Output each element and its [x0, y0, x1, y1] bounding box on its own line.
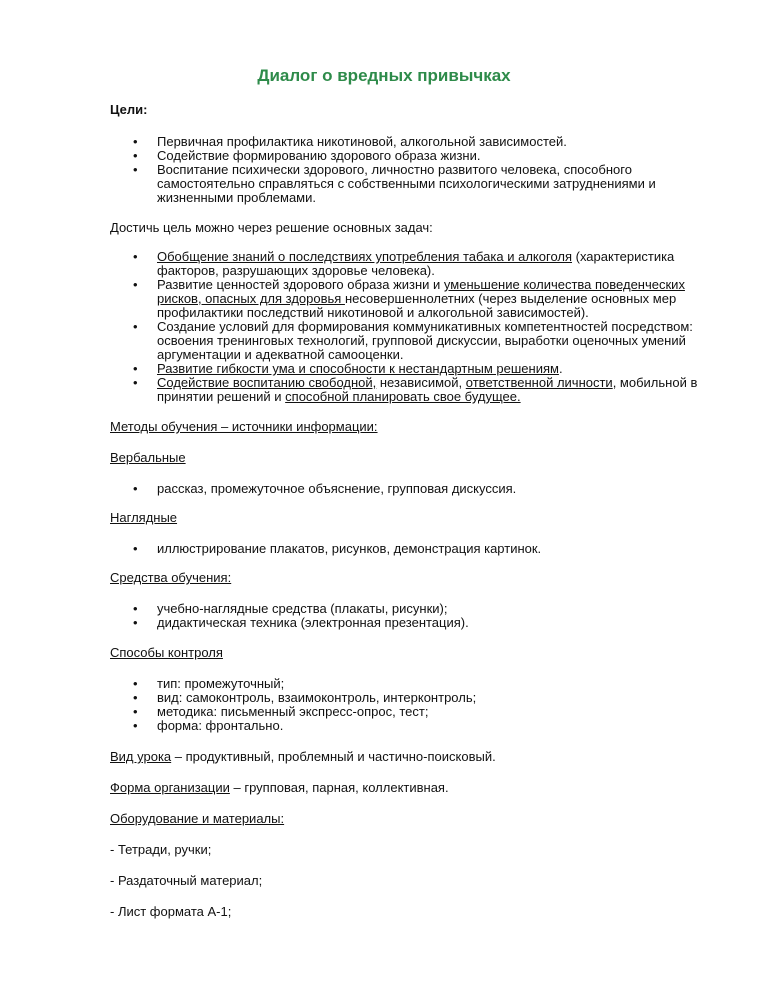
- list-item: • учебно-наглядные средства (плакаты, рисунки);: [110, 602, 710, 616]
- lesson-type: [110, 750, 710, 764]
- list-item: [110, 250, 710, 278]
- task-5-underlined-2: ответственной личности: [465, 375, 613, 390]
- organization-form: [110, 781, 710, 795]
- means-list: [110, 602, 710, 630]
- tasks-list: [110, 250, 710, 404]
- list-item: • форма: фронтально.: [110, 719, 710, 733]
- task-4-rest: .: [558, 361, 563, 376]
- task-2-start: Развитие ценностей здорового образа жизни и: [157, 277, 444, 292]
- task-5-underlined-3: способной планировать свое будущее.: [285, 389, 521, 404]
- methods-heading: Методы обучения – источники информации:: [110, 419, 378, 434]
- list-item: • Создание условий для формирования коммуникативных компетентностей посредством: освоения тренинговых технологий, групповой дискуссии, выработки оценочных умений аргументации и адекватной самооценки.: [110, 320, 710, 362]
- org-form-value: – групповая, парная, коллективная.: [229, 780, 449, 795]
- visual-list: [110, 542, 710, 556]
- task-2-rest: несовершеннолетних (через выделение основных мер профилактики последствий никотиновой и алкогольной зависимостей).: [157, 291, 677, 320]
- list-item: • иллюстрирование плакатов, рисунков, демонстрация картинок.: [110, 542, 710, 556]
- list-item: • вид: самоконтроль, взаимоконтроль, интерконтроль;: [110, 691, 710, 705]
- list-item: [110, 376, 710, 404]
- list-item: • Воспитание психически здорового, личностно развитого человека, способного самостоятельно справляться с собственными психологическими затруднениями и жизненными проблемами.: [110, 163, 710, 205]
- list-item: • дидактическая техника (электронная презентация).: [110, 616, 710, 630]
- list-item: • Первичная профилактика никотиновой, алкогольной зависимостей.: [110, 135, 710, 149]
- verbal-list: [110, 482, 710, 496]
- equipment-item: - Тетради, ручки;: [110, 842, 212, 857]
- task-4-underlined: Развитие гибкости ума и способности к нестандартным решениям: [157, 361, 559, 376]
- means-heading: Средства обучения:: [110, 570, 232, 585]
- list-item: • Содействие формированию здорового образа жизни.: [110, 149, 710, 163]
- visual-heading: Наглядные: [110, 510, 178, 525]
- list-item: [110, 362, 710, 376]
- control-list: [110, 677, 710, 733]
- tasks-intro: Достичь цель можно через решение основных задач:: [110, 220, 433, 235]
- list-item: • рассказ, промежуточное объяснение, групповая дискуссия.: [110, 482, 710, 496]
- list-item: [110, 278, 710, 320]
- task-2-underlined: уменьшение количества поведенческих рисков, опасных для здоровья: [157, 277, 685, 306]
- lesson-type-label: Вид урока: [110, 749, 172, 764]
- document-title: Диалог о вредных привычках: [257, 66, 511, 85]
- task-5-part-a: независимой,: [376, 375, 466, 390]
- task-1-rest: (характеристика факторов, разрушающих здоровье человека).: [157, 249, 675, 278]
- task-5-underlined-1: Содействие воспитанию свободной,: [157, 375, 377, 390]
- equipment-item: - Раздаточный материал;: [110, 873, 263, 888]
- task-5-part-b: , мобильной в принятии решений и: [157, 375, 698, 404]
- goals-label: Цели:: [110, 102, 148, 117]
- equipment-heading: Оборудование и материалы:: [110, 811, 285, 826]
- task-1-underlined: Обобщение знаний о последствиях употребления табака и алкоголя: [157, 249, 573, 264]
- list-item: • методика: письменный экспресс-опрос, тест;: [110, 705, 710, 719]
- control-heading: Способы контроля: [110, 645, 223, 660]
- list-item: • тип: промежуточный;: [110, 677, 710, 691]
- verbal-heading: Вербальные: [110, 450, 186, 465]
- lesson-type-value: – продуктивный, проблемный и частично-поисковый.: [171, 749, 496, 764]
- goals-list: [110, 135, 710, 205]
- equipment-item: - Лист формата А-1;: [110, 904, 232, 919]
- org-form-label: Форма организации: [110, 780, 230, 795]
